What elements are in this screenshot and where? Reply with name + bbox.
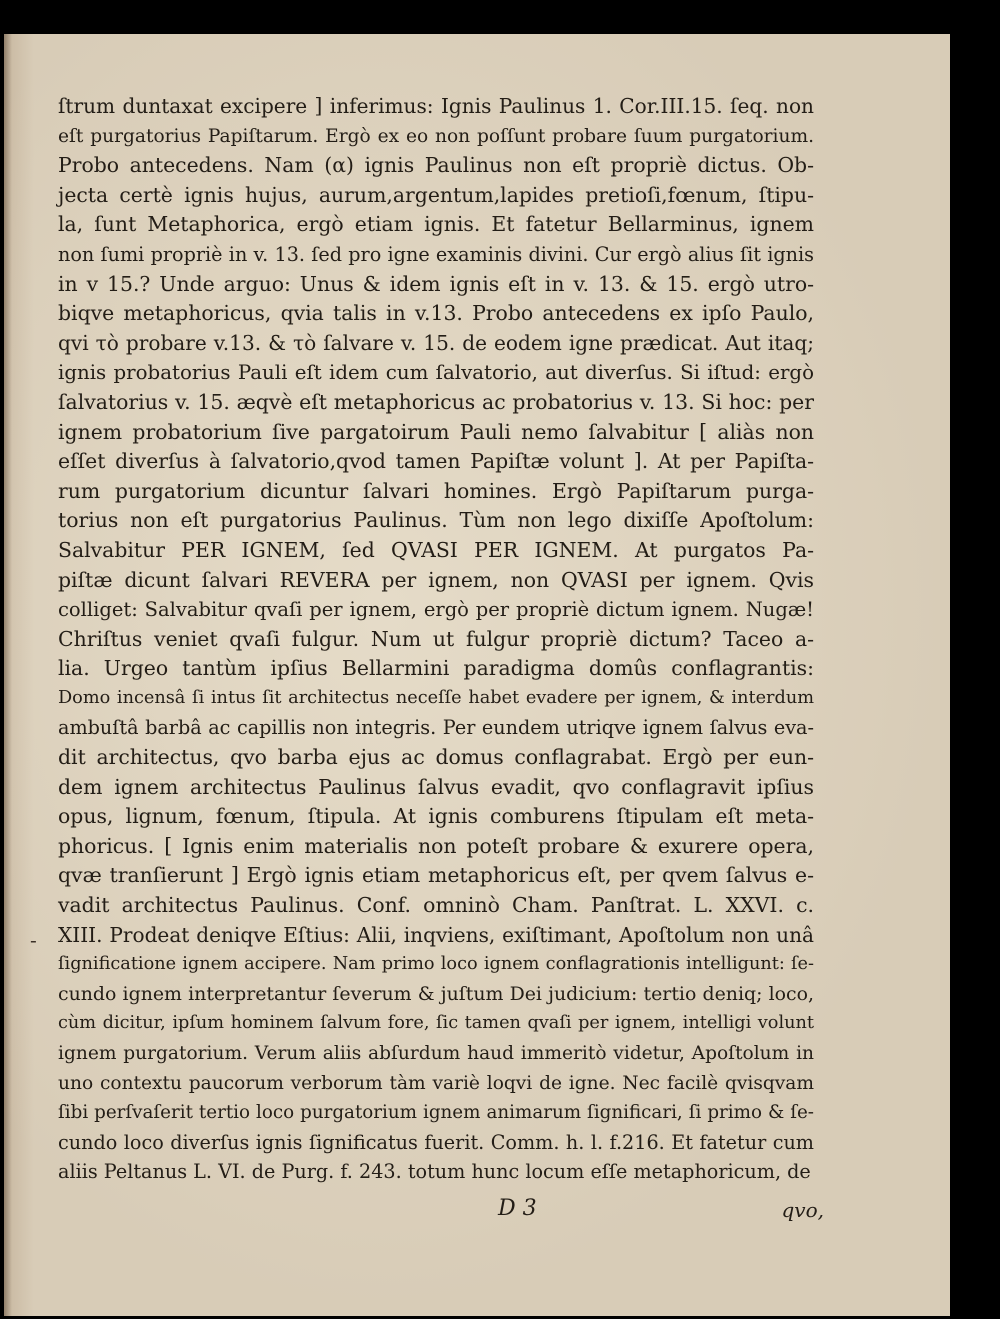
text-line: dit architectus, qvo barba ejus ac domus conflagrabat. Ergò per eun- — [58, 745, 814, 770]
text-line: jecta certè ignis hujus, aurum,argentum,lapides pretioſi,fœnum, ſtipu- — [58, 182, 814, 207]
body-text — [58, 92, 814, 1187]
text-line: piſtæ dicunt ſalvari REVERA per ignem, non QVASI per ignem. Qvis — [58, 567, 814, 592]
text-line: opus, lignum, fœnum, ſtipula. At ignis comburens ſtipulam eſt meta- — [58, 804, 814, 829]
text-line: ſibi perſvaſerit tertio loco purgatorium ignem animarum ſignificari, ſi primo & ſe- — [58, 1102, 814, 1124]
text-line: rum purgatorium dicuntur ſalvari homines. Ergò Papiſtarum purga- — [58, 478, 814, 503]
catchword: qvo, — [781, 1198, 824, 1222]
text-line: lia. Urgeo tantùm ipſius Bellarmini paradigma domûs conflagrantis: — [58, 656, 814, 681]
text-line: ignis probatorius Pauli eſt idem cum ſalvatorio, aut diverſus. Si iſtud: ergò — [58, 361, 814, 385]
text-line: eſt purgatorius Papiſtarum. Ergò ex eo non poſſunt probare ſuum purgatorium. — [58, 125, 814, 147]
text-line: biqve metaphoricus, qvia talis in v.13. Probo antecedens ex ipſo Paulo, — [58, 301, 814, 326]
page-footer — [58, 1192, 824, 1232]
text-line: XIII. Prodeat deniqve Eſtius: Alii, inqviens, exiſtimant, Apoſtolum non unâ — [58, 922, 814, 947]
text-line: cundo loco diverſus ignis ſignificatus fuerit. Comm. h. l. f.216. Et fatetur cum — [58, 1130, 814, 1154]
text-line: eſſet diverſus à ſalvatorio,qvod tamen Papiſtæ volunt ]. At per Papiſta- — [58, 449, 814, 474]
text-line: Chriſtus veniet qvaſi fulgur. Num ut fulgur propriè dictum? Taceo a- — [58, 626, 814, 651]
page-edge-shadow — [4, 34, 12, 1316]
text-line: aliis Peltanus L. VI. de Purg. f. 243. totum hunc locum eſſe metaphoricum, de — [58, 1160, 811, 1184]
text-line: qvi τὸ probare v.13. & τὸ ſalvare v. 15. de eodem igne prædicat. Aut itaq; — [58, 330, 814, 355]
text-line: dem ignem architectus Paulinus ſalvus evadit, qvo conflagravit ipſius — [58, 774, 814, 799]
signature-mark: D 3 — [498, 1196, 537, 1221]
text-line: uno contextu paucorum verborum tàm variè loqvi de igne. Nec facilè qvisqvam — [58, 1072, 814, 1094]
text-line: qvæ tranſierunt ] Ergò ignis etiam metaphoricus eſt, per qvem ſalvus e- — [58, 863, 814, 888]
text-line: ſalvatorius v. 15. æqvè eſt metaphoricus ac probatorius v. 13. Si hoc: per — [58, 389, 814, 414]
text-line: in v 15.? Unde arguo: Unus & idem ignis eſt in v. 13. & 15. ergò utro- — [58, 271, 814, 296]
text-line: Domo incensâ ſi intus ſit architectus neceſſe habet evadere per ignem, & interdum — [58, 687, 814, 708]
text-line: cundo ignem interpretantur ſeverum & juſtum Dei judicium: tertio deniq; loco, — [58, 982, 814, 1005]
text-line: non ſumi propriè in v. 13. ſed pro igne examinis divini. Cur ergò alius ſit ignis — [58, 242, 814, 266]
text-line: Probo antecedens. Nam (α) ignis Paulinus non eſt propriè dictus. Ob- — [58, 153, 814, 178]
text-line: ambuſtâ barbâ ac capillis non integris. Per eundem utriqve ignem ſalvus eva- — [58, 716, 814, 740]
text-line: ignem purgatorium. Verum aliis abſurdum haud immeritò videtur, Apoſtolum in — [58, 1043, 814, 1064]
text-line: phoricus. [ Ignis enim materialis non poteſt probare & exurere opera, — [58, 833, 814, 858]
text-line: torius non eſt purgatorius Paulinus. Tùm non lego dixiſſe Apoſtolum: — [58, 508, 814, 533]
text-line: la, ſunt Metaphorica, ergò etiam ignis. Et fatetur Bellarminus, ignem — [58, 212, 814, 237]
text-line: cùm dicitur, ipſum hominem ſalvum fore, ſic tamen qvaſi per ignem, intelligi volunt — [58, 1013, 814, 1034]
text-line: vadit architectus Paulinus. Conf. omninò Cham. Panſtrat. L. XXVI. c. — [58, 893, 814, 918]
scan-right-border — [950, 34, 1000, 1316]
text-line: Salvabitur PER IGNEM, ſed QVASI PER IGNEM. At purgatos Pa- — [58, 537, 814, 562]
text-line: ſtrum duntaxat excipere ] inferimus: Ignis Paulinus 1. Cor.III.15. ſeq. non — [58, 94, 814, 118]
text-line: ſignificatione ignem accipere. Nam primo loco ignem conflagrationis intelligunt: ſe- — [58, 954, 814, 975]
text-line: ignem probatorium ſive pargatoirum Pauli nemo ſalvabitur [ aliàs non — [58, 419, 814, 444]
margin-mark: - — [30, 928, 37, 952]
text-line: colliget: Salvabitur qvaſi per ignem, ergò per propriè dictum ignem. Nugæ! — [58, 598, 814, 622]
